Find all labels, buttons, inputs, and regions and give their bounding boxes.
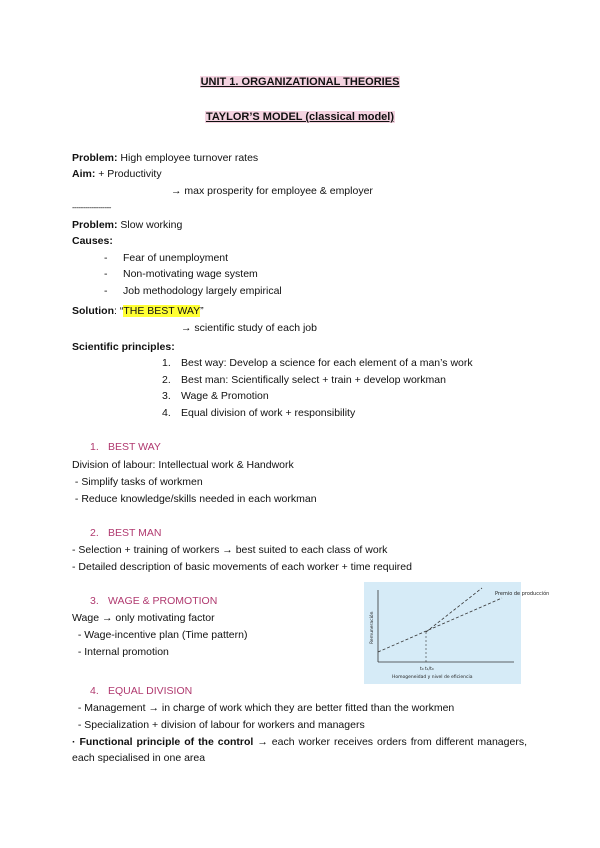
cause-bullet: -	[104, 268, 108, 280]
page-subtitle-wrap	[0, 111, 600, 124]
cause-item: Non-motivating wage system	[123, 268, 258, 280]
section1-line: - Reduce knowledge/skills needed in each workman	[72, 493, 317, 505]
solution-pre: : “	[114, 305, 124, 317]
figure-premium-line	[426, 588, 482, 632]
solution-post: ”	[200, 305, 204, 317]
section2-num: 2.	[90, 527, 99, 539]
cause-item: Fear of unemployment	[123, 252, 229, 264]
page-subtitle: TAYLOR’S MODEL (classical model)	[205, 111, 395, 123]
functional-principle-rest: → each worker receives orders from different managers, each specialised in one area	[72, 736, 527, 764]
figure-legend: Premio de producción	[495, 591, 550, 597]
section2-line: - Selection + training of workers → best suited to each class of work	[72, 544, 388, 556]
aim-label: Aim:	[72, 168, 96, 180]
solution-line	[72, 305, 204, 318]
principles-label: Scientific principles:	[72, 341, 175, 353]
divider: ------------------	[72, 203, 111, 212]
aim-arrow-line: → max prosperity for employee & employer	[171, 185, 373, 197]
solution-arrow: → scientific study of each job	[181, 322, 317, 334]
cause-bullet: -	[104, 252, 108, 264]
functional-principle	[72, 734, 527, 766]
page-title-wrap	[0, 76, 600, 89]
section4-heading: EQUAL DIVISION	[108, 685, 193, 697]
causes-label: Causes:	[72, 235, 113, 247]
principle-item: Best man: Scientifically select + train + develop workman	[181, 374, 446, 386]
principle-num: 1.	[162, 357, 171, 369]
section3-heading: WAGE & PROMOTION	[108, 595, 218, 607]
figure-xlabel: Homogeneidad y nivel de eficiencia	[392, 675, 473, 680]
section2-line: - Detailed description of basic movements of each worker + time required	[72, 561, 412, 573]
figure-base-line	[378, 598, 502, 652]
cause-bullet: -	[104, 285, 108, 297]
section1-line: - Simplify tasks of workmen	[72, 476, 203, 488]
problem-text: High employee turnover rates	[117, 152, 259, 164]
principle-item: Best way: Develop a science for each element of a man’s work	[181, 357, 473, 369]
section1-line: Division of labour: Intellectual work & Handwork	[72, 459, 294, 471]
section3-num: 3.	[90, 595, 99, 607]
problem2-text: Slow working	[117, 219, 183, 231]
figure-ylabel: Remuneración	[370, 611, 375, 644]
solution-label: Solution	[72, 305, 114, 317]
principle-item: Equal division of work + responsibility	[181, 407, 356, 419]
section3-line: - Wage-incentive plan (Time pattern)	[72, 629, 248, 641]
principle-num: 2.	[162, 374, 171, 386]
section4-num: 4.	[90, 685, 99, 697]
section2-heading: BEST MAN	[108, 527, 162, 539]
wage-figure-svg	[364, 582, 550, 684]
section1-num: 1.	[90, 441, 99, 453]
functional-principle-bold: · Functional principle of the control	[72, 736, 254, 748]
section1-heading: BEST WAY	[108, 441, 161, 453]
cause-item: Job methodology largely empirical	[123, 285, 282, 297]
problem-label: Problem:	[72, 152, 118, 164]
problem2-line	[72, 219, 182, 232]
principle-num: 4.	[162, 407, 171, 419]
section3-line: - Internal promotion	[72, 646, 169, 658]
principle-item: Wage & Promotion	[181, 390, 269, 402]
problem2-label: Problem:	[72, 219, 118, 231]
wage-figure	[364, 582, 550, 684]
problem-line	[72, 152, 258, 165]
principle-num: 3.	[162, 390, 171, 402]
solution-highlight: THE BEST WAY	[123, 305, 201, 317]
section4-line: - Specialization + division of labour for workers and managers	[72, 719, 365, 731]
aim-text: + Productivity	[95, 168, 162, 180]
section4-line: - Management → in charge of work which they are better fitted than the workmen	[72, 702, 455, 714]
page-title: UNIT 1. ORGANIZATIONAL THEORIES	[200, 76, 400, 88]
aim-line	[72, 168, 162, 181]
figure-xtick: t₀ t₁/t₀	[420, 667, 434, 672]
section3-line: Wage → only motivating factor	[72, 612, 215, 624]
